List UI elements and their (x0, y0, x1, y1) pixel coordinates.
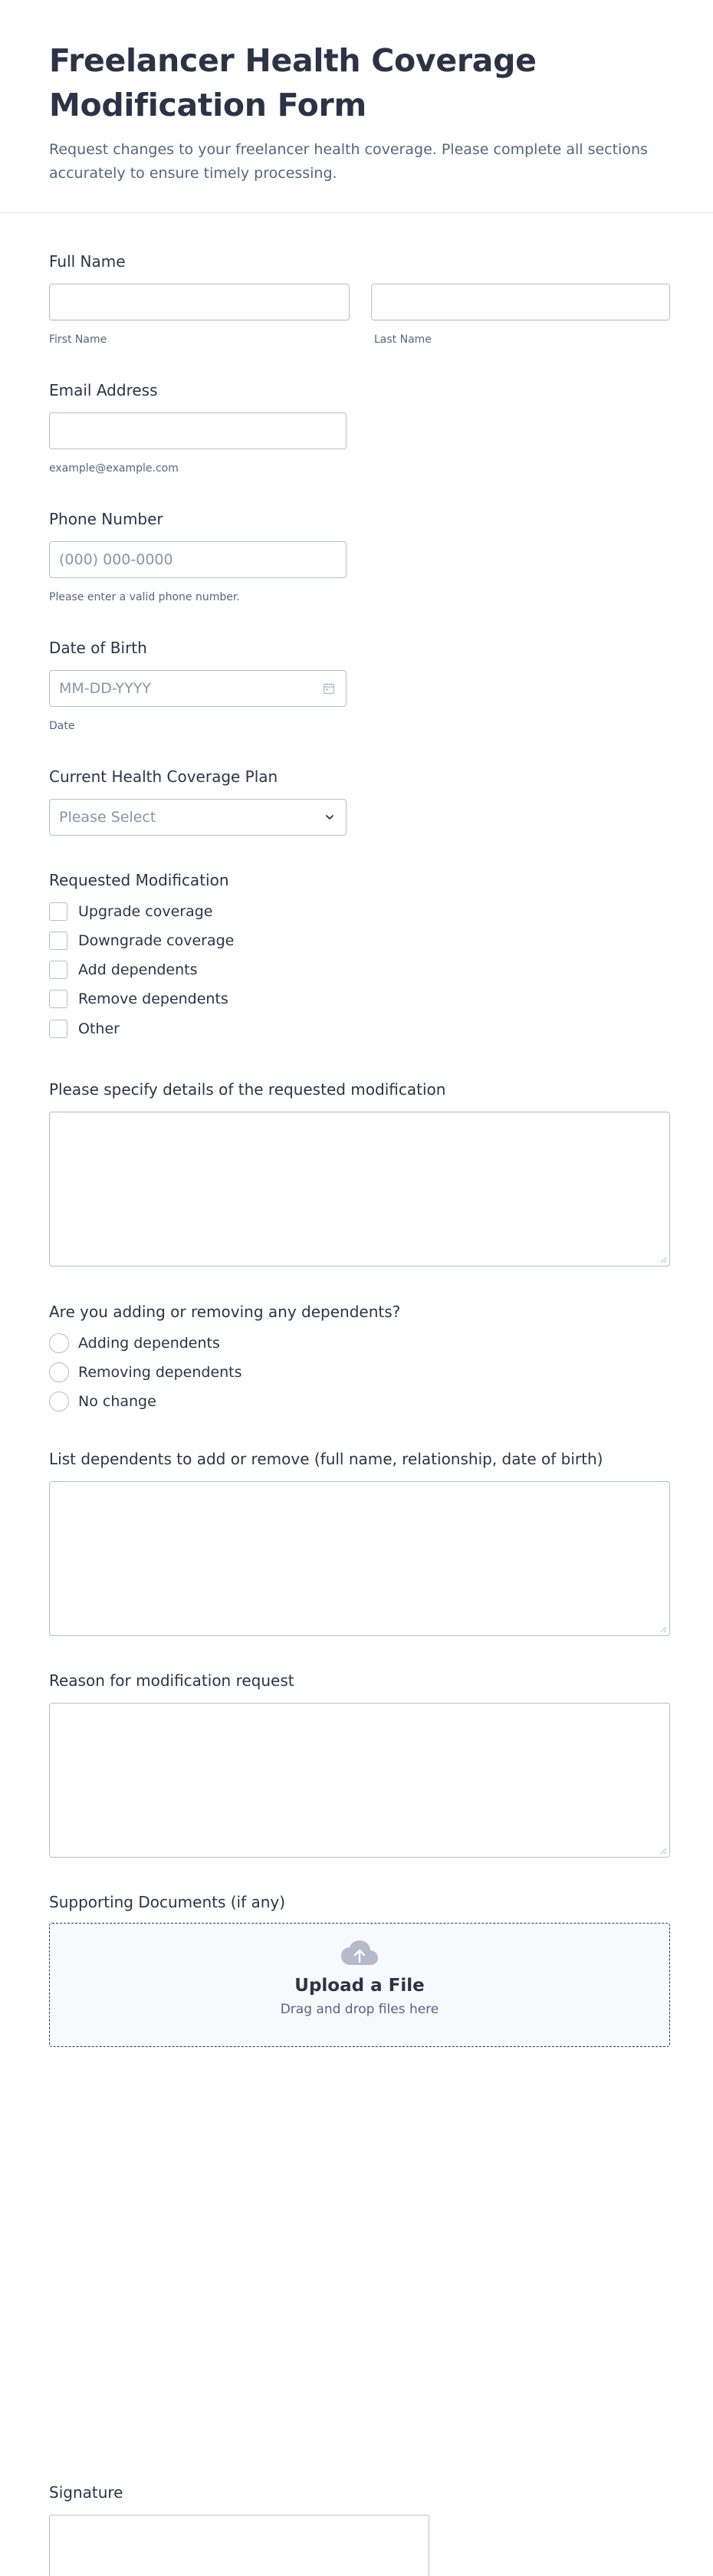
last-name-sublabel: Last Name (374, 334, 432, 346)
checkbox[interactable] (49, 961, 67, 979)
reason-textarea[interactable] (49, 1703, 670, 1858)
reason-label: Reason for modification request (49, 1671, 294, 1690)
documents-label: Supporting Documents (if any) (49, 1893, 286, 1911)
radio-button[interactable] (49, 1333, 69, 1353)
details-label: Please specify details of the requested modification (49, 1080, 446, 1099)
modification-label: Requested Modification (49, 871, 229, 889)
upload-hint: Drag and drop files here (280, 2002, 439, 2017)
checkbox-label: Add dependents (78, 961, 198, 978)
page-title: Freelancer Health Coverage Modification Form (49, 42, 537, 123)
signature-pad[interactable] (49, 2515, 429, 2576)
upload-title: Upload a File (294, 1976, 425, 1996)
dob-sublabel: Date (49, 720, 75, 732)
file-upload-dropzone[interactable] (49, 1923, 670, 2047)
checkbox-label: Remove dependents (78, 991, 228, 1007)
full-name-label: Full Name (49, 252, 126, 271)
dependents-list-textarea[interactable] (49, 1481, 670, 1636)
radio-label: Adding dependents (78, 1335, 220, 1352)
radio-label: No change (78, 1393, 156, 1410)
dob-input[interactable] (49, 670, 347, 707)
checkbox[interactable] (49, 902, 67, 921)
resize-grip-icon[interactable] (659, 1256, 667, 1263)
page-subtitle: Request changes to your freelancer health coverage. Please complete all sections accurately to ensure timely processing. (49, 141, 648, 182)
details-textarea[interactable] (49, 1112, 670, 1267)
radio-option-removing[interactable] (49, 1362, 242, 1382)
phone-sublabel: Please enter a valid phone number. (49, 591, 240, 603)
resize-grip-icon[interactable] (659, 1625, 667, 1633)
checkbox-option-downgrade[interactable] (49, 931, 234, 951)
resize-grip-icon[interactable] (659, 1847, 667, 1855)
calendar-icon[interactable] (323, 682, 335, 695)
dob-label: Date of Birth (49, 639, 147, 657)
checkbox-label: Other (78, 1020, 120, 1037)
phone-placeholder: (000) 000-0000 (59, 551, 173, 568)
dob-placeholder: MM-DD-YYYY (59, 680, 151, 697)
checkbox-option-upgrade[interactable] (49, 902, 212, 922)
signature-label: Signature (49, 2483, 123, 2502)
email-label: Email Address (49, 381, 158, 399)
checkbox[interactable] (49, 932, 67, 950)
checkbox-option-other[interactable] (49, 1019, 120, 1039)
plan-label: Current Health Coverage Plan (49, 767, 278, 786)
checkbox[interactable] (49, 1020, 67, 1038)
chevron-down-icon (324, 812, 335, 823)
plan-select[interactable] (49, 799, 347, 836)
plan-placeholder: Please Select (59, 809, 156, 826)
form-body (0, 213, 713, 2562)
radio-option-no-change[interactable] (49, 1392, 156, 1411)
dependents-change-label: Are you adding or removing any dependents? (49, 1303, 401, 1321)
last-name-input[interactable] (371, 284, 670, 320)
checkbox-option-remove-dependents[interactable] (49, 989, 228, 1009)
phone-label: Phone Number (49, 510, 163, 528)
checkbox[interactable] (49, 990, 67, 1008)
phone-input[interactable] (49, 541, 347, 578)
first-name-sublabel: First Name (49, 334, 107, 346)
form-header (0, 0, 713, 213)
radio-option-adding[interactable] (49, 1333, 220, 1353)
first-name-input[interactable] (49, 284, 350, 320)
cloud-upload-icon (340, 1939, 380, 1970)
radio-button[interactable] (49, 1362, 69, 1382)
checkbox-label: Downgrade coverage (78, 932, 235, 949)
checkbox-option-add-dependents[interactable] (49, 960, 198, 980)
checkbox-label: Upgrade coverage (78, 903, 213, 920)
email-sublabel: example@example.com (49, 462, 179, 475)
radio-button[interactable] (49, 1392, 69, 1411)
radio-label: Removing dependents (78, 1364, 242, 1381)
email-input[interactable] (49, 412, 347, 449)
dependents-list-label: List dependents to add or remove (full name, relationship, date of birth) (49, 1450, 603, 1468)
